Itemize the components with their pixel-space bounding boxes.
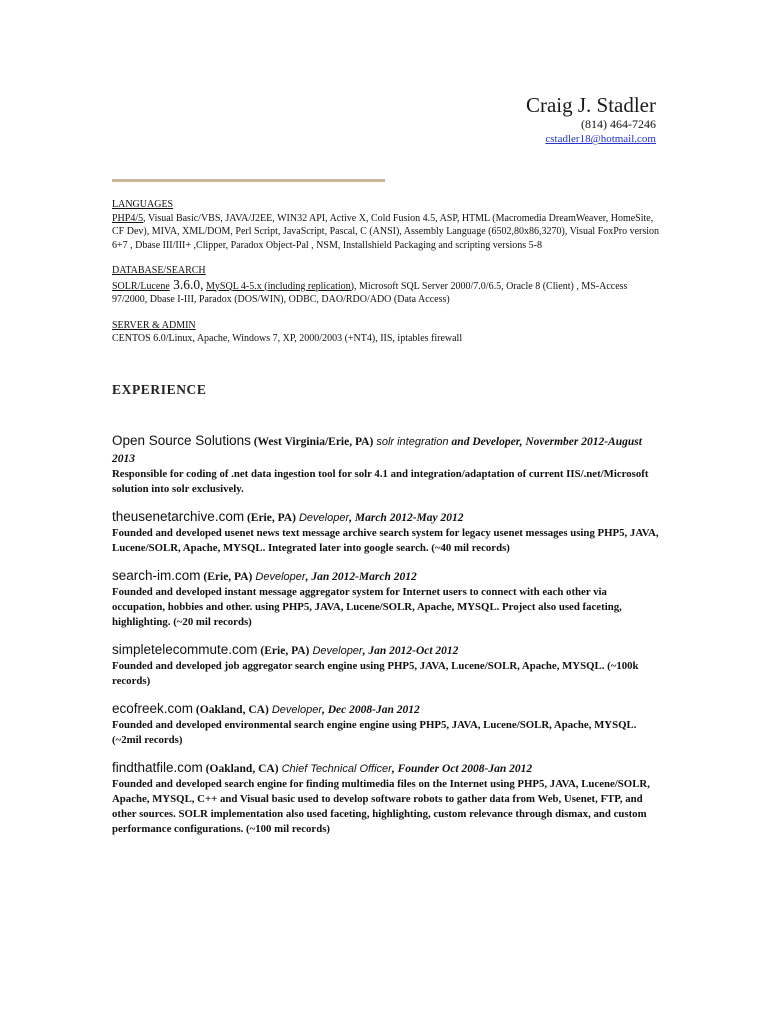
languages-rest: , Visual Basic/VBS, JAVA/J2EE, WIN32 API, Active X, Cold Fusion 4.5, ASP, HTML (Macromedia DreamWeaver, HomeSite, CF Dev), MIVA, XML/DOM, Perl Script, JavaScript, Pascal, C (ANSI), Assembly Language (6502,80x86,3270), Visual FoxPro version 6+7 , Dbase III/III+ ,Clipper, Paradox Object-Pal , NSM, Installshield Packaging and scripting versions 5-8 — [112, 212, 660, 251]
job-dates: , Jan 2012-Oct 2012 — [362, 645, 459, 657]
job-dates: , Founder Oct 2008-Jan 2012 — [391, 763, 533, 775]
job-description: Founded and developed usenet news text message archive search system for legacy usenet messages using PHP5, JAVA, Lucene/SOLR, Apache, MYSQL. Integrated later into google search. (~40 mil records) — [112, 527, 659, 554]
database-title: DATABASE/SEARCH — [112, 265, 206, 276]
job-company: findthatfile.com — [112, 760, 203, 775]
job-location: (Erie, PA) — [257, 645, 310, 657]
database-mysql: MySQL 4-5.x (including replication), — [206, 280, 357, 292]
job-role: Developer — [252, 571, 306, 583]
job-dates: and Developer, Novermber 2012-August 2013 — [112, 436, 642, 465]
job-entry — [112, 760, 660, 837]
email-link[interactable]: cstadler18@hotmail.com — [545, 133, 656, 145]
job-company: search-im.com — [112, 568, 201, 583]
server-title: SERVER & ADMIN — [112, 319, 196, 331]
job-description: Founded and developed instant message aggregator system for Internet users to connect with each other via occupation, hobbies and other. using PHP5, JAVA, Lucene/SOLR, Apache, MYSQL. Project also used faceting, highlighting. (~20 mil records) — [112, 586, 622, 628]
job-description: Founded and developed job aggregator search engine using PHP5, JAVA, Lucene/SOLR, Apache, MYSQL. (~100k records) — [112, 660, 639, 687]
job-location: (West Virginia/Erie, PA) — [250, 436, 374, 448]
job-header — [112, 509, 660, 526]
phone-number: (814) 464-7246 — [581, 117, 656, 131]
contact-header — [526, 93, 656, 146]
job-role: Chief Technical Officer — [278, 763, 392, 775]
experience-list — [112, 433, 660, 849]
database-solr-version: 3.6.0, — [169, 276, 204, 292]
job-company: simpletelecommute.com — [112, 642, 258, 657]
job-company: Open Source Solutions — [112, 433, 251, 448]
languages-body — [112, 212, 662, 253]
job-header — [112, 433, 660, 467]
job-dates: , Jan 2012-March 2012 — [305, 571, 417, 583]
job-company: theusenetarchive.com — [112, 509, 245, 524]
job-dates: , March 2012-May 2012 — [349, 512, 464, 524]
languages-first: PHP4/5 — [112, 212, 144, 224]
job-header — [112, 760, 660, 777]
job-entry — [112, 509, 660, 556]
experience-heading: EXPERIENCE — [112, 382, 207, 397]
database-body — [112, 278, 662, 307]
job-description: Responsible for coding of .net data ingestion tool for solr 4.1 and integration/adaptation of current IIS/.net/Microsoft solution into solr exclusively. — [112, 468, 649, 495]
job-location: (Oakland, CA) — [202, 763, 279, 775]
job-role: Developer — [268, 704, 322, 716]
job-description: Founded and developed environmental search engine engine using PHP5, JAVA, Lucene/SOLR, Apache, MYSQL. (~2mil records) — [112, 719, 637, 746]
job-company: ecofreek.com — [112, 701, 194, 716]
job-location: (Oakland, CA) — [193, 704, 269, 716]
job-location: (Erie, PA) — [200, 571, 253, 583]
candidate-name: Craig J. Stadler — [525, 93, 656, 117]
header-divider — [112, 179, 385, 182]
database-solr: SOLR/Lucene — [112, 280, 170, 292]
job-role: Developer — [295, 512, 350, 524]
languages-title: LANGUAGES — [112, 199, 174, 210]
database-rest: Microsoft SQL Server 2000/7.0/6.5, Oracle 8 (Client) , MS-Access 97/2000, Dbase I-III, Paradox (DOS/WIN), ODBC, DAO/RDO/ADO (Data Access) — [112, 280, 628, 305]
job-entry — [112, 568, 660, 630]
job-role: solr integration — [373, 436, 452, 448]
job-header — [112, 568, 660, 585]
job-entry — [112, 642, 660, 689]
job-description: Founded and developed search engine for finding multimedia files on the Internet using PHP5, JAVA, Lucene/SOLR, Apache, MYSQL, C++ and Visual basic used to develop software robots to gather data from Web, Usenet, FTP, and other sources. SOLR implementation also used faceting, highlighting, custom relevance through dismax, and custom performance configurations. (~100 mil records) — [112, 778, 650, 835]
job-header — [112, 642, 660, 659]
job-entry — [112, 433, 660, 497]
job-header — [112, 701, 660, 718]
job-dates: , Dec 2008-Jan 2012 — [321, 704, 420, 716]
job-role: Developer — [309, 645, 363, 657]
skills-section — [112, 198, 662, 358]
job-entry — [112, 701, 660, 748]
server-body: CENTOS 6.0/Linux, Apache, Windows 7, XP, 2000/2003 (+NT4), IIS, iptables firewall — [112, 333, 463, 344]
job-location: (Erie, PA) — [244, 512, 296, 524]
